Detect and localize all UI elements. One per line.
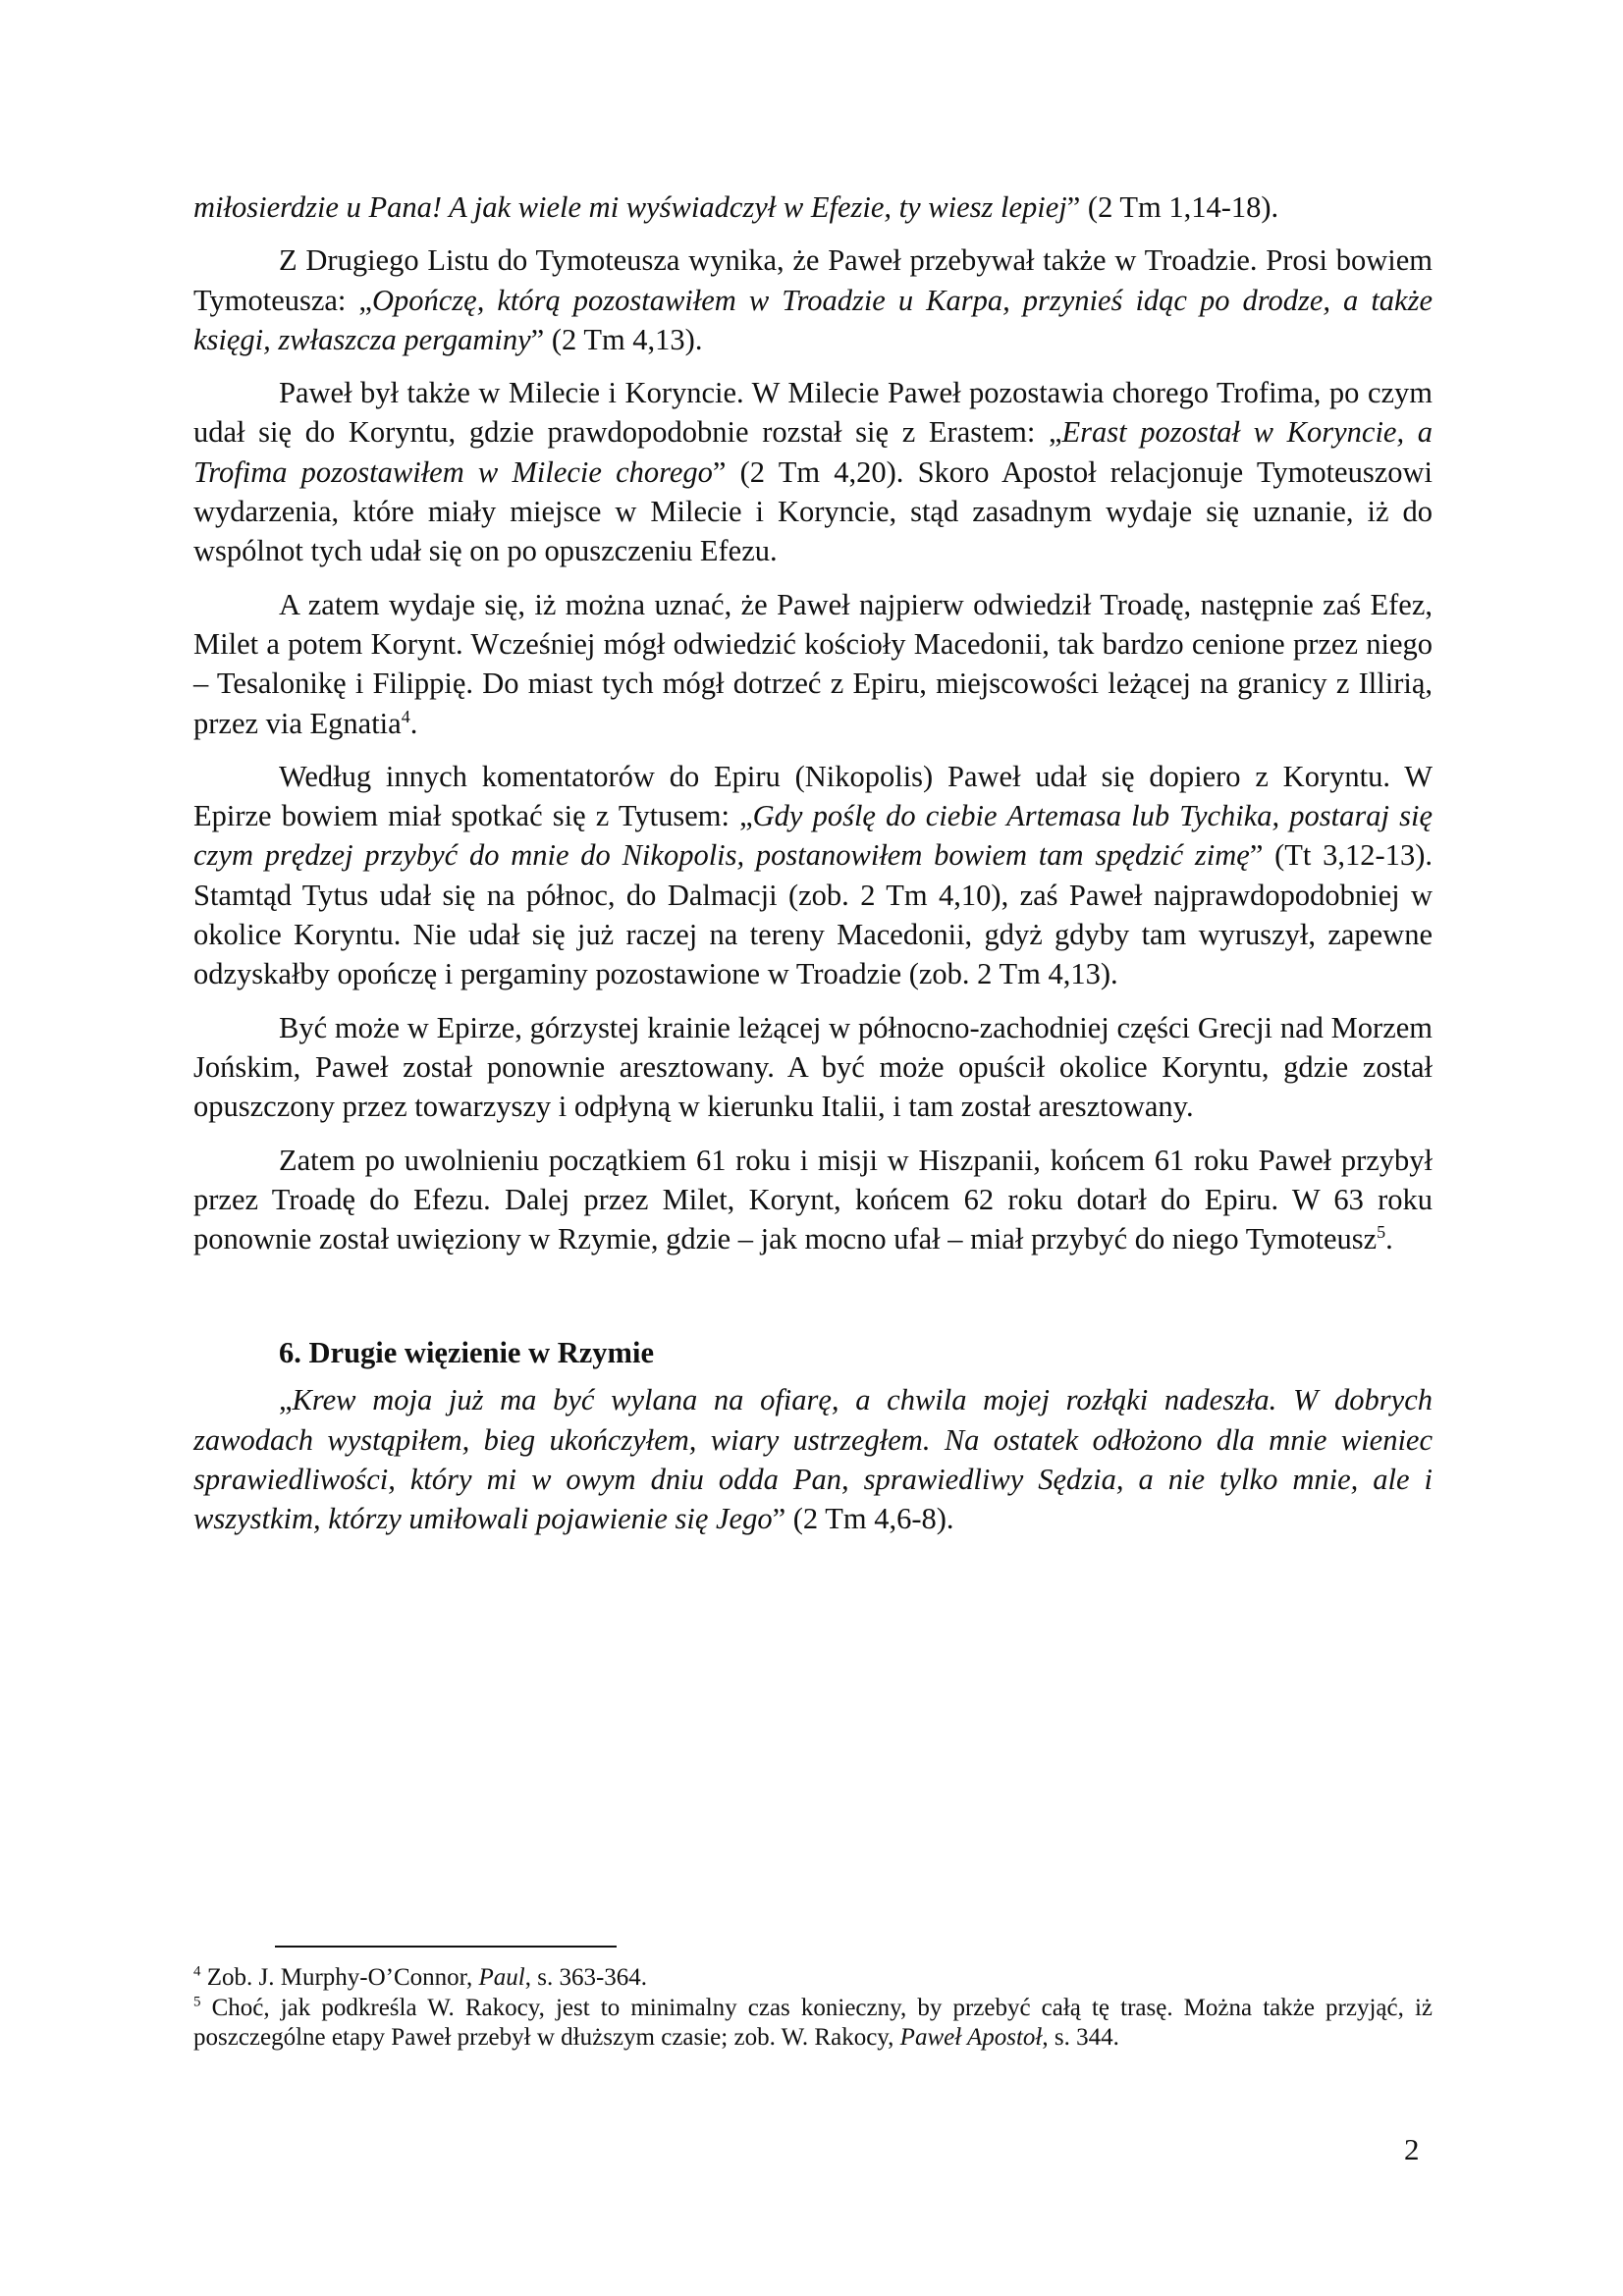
italic-quote: Paul: [478, 1964, 525, 1991]
text-run: ” (2 Tm 4,13).: [530, 322, 703, 356]
text-run: Według innych komentatorów do Epiru (Nikopolis) Paweł udał się dopiero z Koryntu. W Epirze bowiem miał spotkać się z Tytusem: „: [193, 759, 1433, 833]
text-run: Choć, jak podkreśla W. Rakocy, jest to minimalny czas konieczny, by przebyć całą tę trasę. Można także przyjąć, iż poszczególne etapy Paweł przebył w dłuższym czasie; zob. W. Rakocy,: [193, 1994, 1433, 2051]
section-spacer: [193, 1272, 1433, 1333]
footnote-5: [193, 1994, 1433, 2054]
paragraph-continuation: [193, 187, 1433, 227]
italic-quote: Krew moja już ma być wylana na ofiarę, a chwila mojej rozłąki nadeszła. W dobrych zawodach wystąpiłem, bieg ukończyłem, wiary ustrzegłem. Na ostatek odłożono dla mnie wieniec sprawiedliwości, który mi w owym dniu odda Pan, sprawiedliwy Sędzia, a nie tylko mnie, ale i wszystkim, którzy umiłowali pojawienie się Jego: [193, 1383, 1433, 1536]
italic-quote: Erast pozostał w Koryncie, a Trofima pozostawiłem w Milecie chorego: [193, 415, 1433, 489]
text-run: Z Drugiego Listu do Tymoteusza wynika, że Paweł przebywał także w Troadzie. Prosi bowiem Tymoteusza: „: [193, 243, 1433, 317]
text-run: Być może w Epirze, górzystej krainie leżącej w północno-zachodniej części Grecji nad Morzem Jońskim, Paweł został ponownie aresztowany. A być może opuścił okolice Koryntu, gdzie został opuszczony przez towarzyszy i odpłyną w kierunku Italii, i tam został aresztowany.: [193, 1010, 1433, 1124]
text-run: Paweł był także w Milecie i Koryncie. W Milecie Paweł pozostawia chorego Trofima, po czym udał się do Koryntu, gdzie prawdopodobnie rozstał się z Erastem: „: [193, 376, 1433, 450]
italic-quote: Gdy poślę do ciebie Artemasa lub Tychika, postaraj się czym prędzej przybyć do mnie do Nikopolis, postanowiłem bowiem tam spędzić zimę: [193, 799, 1434, 873]
text-run: Zatem po uwolnieniu początkiem 61 roku i misji w Hiszpanii, końcem 61 roku Paweł przybył przez Troadę do Efezu. Dalej przez Milet, Korynt, końcem 62 roku dotarł do Epiru. W 63 roku ponownie został uwięziony w Rzymie, gdzie – jak mocno ufał – miał przybyć do niego Tymoteusz: [193, 1143, 1433, 1256]
footnote-number: 4: [193, 1963, 201, 1980]
text-run: ” (Tt 3,12-13). Stamtąd Tytus udał się na północ, do Dalmacji (zob. 2 Tm 4,10), zaś Paweł najprawdopodobniej w okolice Koryntu. Nie udał się już raczej na tereny Macedonii, gdyż gdyby tam wyruszył, zapewne odzyskałby opończę i pergaminy pozostawione w Troadzie (zob. 2 Tm 4,13).: [193, 838, 1433, 991]
footnote-reference[interactable]: 5: [1377, 1221, 1386, 1242]
paragraph-milet-korynt: [193, 373, 1433, 570]
footnote-4: [193, 1963, 1433, 1994]
paragraph-chronology: [193, 1141, 1433, 1259]
italic-quote: Opończę, którą pozostawiłem w Troadzie u Karpa, przynieś idąc po drodze, a także księgi, zwłaszcza pergaminy: [193, 283, 1433, 356]
text-run: ” (2 Tm 4,20). Skoro Apostoł relacjonuje Tymoteuszowi wydarzenia, które miały miejsce w Milecie i Koryncie, stąd zasadnym wydaje się uznanie, iż do wspólnot tych udał się on po opuszczeniu Efezu.: [193, 454, 1433, 568]
text-run: Zob. J. Murphy-O’Connor,: [200, 1964, 479, 1991]
epigraph-quote: [193, 1380, 1433, 1538]
text-run: .: [409, 706, 418, 740]
text-run: A zatem wydaje się, iż można uznać, że Paweł najpierw odwiedził Troadę, następnie zaś Efez, Milet a potem Korynt. Wcześniej mógł odwiedzić kościoły Macedonii, tak bardzo cenione przez niego – Tesalonikę i Filippię. Do miast tych mógł dotrzeć z Epiru, miejscowości leżącej na granicy z Illirią, przez via Egnatia: [193, 587, 1433, 740]
paragraph-arrest: [193, 1008, 1433, 1127]
paragraph-troada: [193, 240, 1433, 359]
italic-quote: Paweł Apostoł: [899, 2024, 1043, 2051]
text-run: „: [279, 1383, 293, 1417]
section-heading: 6. Drugie więzienie w Rzymie: [279, 1336, 654, 1370]
footnotes: [193, 1963, 1433, 2054]
footnote-separator: [275, 1946, 617, 1948]
text-run: ” (2 Tm 4,6-8).: [772, 1502, 954, 1536]
text-run: , s. 344.: [1042, 2024, 1119, 2051]
footnote-number: 5: [193, 1994, 201, 2010]
paragraph-epir-nikopolis: [193, 757, 1433, 994]
page-body: [193, 187, 1433, 1553]
page-number: 2: [1404, 2132, 1420, 2166]
text-run: , s. 363-364.: [524, 1964, 648, 1991]
paragraph-itinerary: [193, 585, 1433, 743]
text-run: .: [1385, 1222, 1393, 1256]
footnote-reference[interactable]: 4: [401, 706, 410, 726]
italic-quote: miłosierdzie u Pana! A jak wiele mi wyświadczył w Efezie, ty wiesz lepiej: [193, 190, 1067, 224]
text-run: ” (2 Tm 1,14-18).: [1066, 190, 1279, 224]
